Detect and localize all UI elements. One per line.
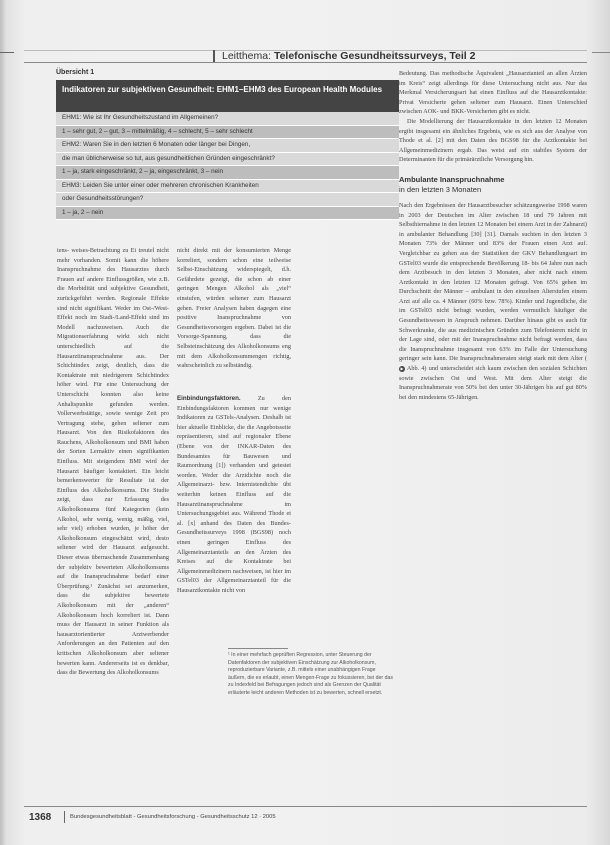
paragraph-text: Nach den Ergebnissen der Hausarztbesucher schätzungsweise 1998 waren in 2003 der Deutschen im Alter zwischen 18 und 79 Jahren mit Selbsthiernahme in den letzten 12 Monaten bei einem Arzt in der Zahnarzt) in ambulanter Behandlung [30] [31]. Damals suchten in den letzten 3 Monaten 73% der Männer und 83% der Frauen einen Arzt auf. Vergleichbar zu gehen aus der Statistiken der GKV Behandlungsart im GSTel03 wurde die entsprechende Bevölkerung 18- bis 64 Jahre nun nach dem Arztbesuch in den letzten 3 Monaten, aber nicht nach einem Arztkontakt in den letzten 12 Monaten gefragt. Von 65% gehen im Durchschnitt der Männer – ambulant in den einzelnen Alterstufen einem Arzt auf alle ca. 4 Männer (60% bzw. 78%). Kinder und Jugendliche, die im GSTel03 nicht befragt wurden, werden vermutlich häufiger die Gesundheitswesen in Anspruch nehmen. Darüber hinaus gibt es auch für Schwerkranke, die aus medizinischen Gründen zum Telefonieren nicht in der Lage sind, oder mit der Inanspruchnahme nicht befragt werden, dass die Inanspruchnahme insgesamt von 63% im Falle der Untersuchung geringer sein kann. Die Inanspruchnahmeraten steigt stark mit dem Alter ( <box>399 201 587 363</box>
overview-box <box>56 80 399 240</box>
overview-row: 1 – sehr gut, 2 – gut, 3 – mittelmäßig, 4 – schlecht, 5 – sehr schlecht <box>56 126 399 140</box>
footer-divider <box>64 811 65 823</box>
footnote-rule <box>228 648 288 649</box>
circle-play-icon: ▶ <box>400 365 404 371</box>
overview-row: 1 – ja, 2 – nein <box>56 207 399 221</box>
running-header-prefix: Leitthema: <box>222 50 274 62</box>
page-edge-shadow <box>0 0 6 845</box>
overview-title: Indikatoren zur subjektiven Gesundheit: EHM1–EHM3 des European Health Modules <box>56 80 399 112</box>
overview-row: EHM2: Waren Sie in den letzten 6 Monaten oder länger bei Dingen, <box>56 139 399 153</box>
crop-mark-right <box>592 52 610 53</box>
overview-row: die man üblicherweise so tut, aus gesundheitlichen Gründen eingeschränkt? <box>56 153 399 167</box>
paragraph: tens- weises-Betrachtung zu Ei treutel nicht mehr vorhanden. Somit kann die höhere Inanspruchnahme des Hausarztes durch Frauen auf andere Einflussgrößen, wie z.B. die Morbidität und subjektive Gesundheit, zurückgeführt werden. Regionale Effekte sind nicht signifikant. Weder im Ost-/West-Effekt noch im Stadt-/Land-Effekt sind im Modell nachzuweisen. Auch die Migrationserfahrung wirkt sich nicht unterschiedlich auf die Hausarztinanspruchnahme aus. Der Schichtindex zeigt, deutlich, dass die Kontaktrate mit niedrigerem Schichtindex höher wird. Für eine Untersuchung der Unterschicht konnten also keine Anhaltspunkte gefunden werden. Vollerwerbstätige, sowie wenige Zeit pro Vertragung stehe, gehen seltener zum Hausarzt. Von den Risikofaktoren des Rauchens, Alkoholkonsum und BMI haben der Sorten Lernaktiv einen signifikanten Einfluss. Mit steigendem BMI wird der Hausarzt häufiger kontaktiert. Ein leicht bemerkenswerter für Resultate ist der Einfluss des Alkoholkonsums. Die Studie zeigt, dass zur Erfassung des Alkoholkonsums fünf Kategorien (kein Alkohol, sehr wenig, wenig, mäßig, viel, sehr viel) erhoben wurden, je höher der Alkoholkonsum eingeschätzt wird, desto seltener wird der Hausarzt aufgesucht. Dieser etwas überraschende Zusammenhang der subjektiv bewerteten Alkoholkonsums auf die Inanspruchnahme bedarf einer Überprüfung.¹ Zunächst sei anzumerken, dass die subjektive bewertete Alkoholkonsum mit der „anderen“ Alkoholkonsum hoch korreliert ist. Dann muss der Hausarzt in seiner Funktion als hausarztorientierter Arztwerbender Anforderungen an den Patienten auf den kritischen Alkoholkonsum aber seltener bewerten kann. Andererseits ist es denkbar, dass die Bewertung des Alkoholkonsums <box>57 247 169 677</box>
paragraph-text: Abb. 4) und unterscheidet sich kaum zwischen den sozialen Schichten sowie zwischen Ost und West. Mit dem Alter steigt die Inanspruchnahmerate von 50% bei den unter 30-Jährigen bis auf gut 80% bei den mindestens 65-Jährigen. <box>399 365 587 401</box>
spacer <box>399 165 587 175</box>
page-number: 1368 <box>29 812 52 823</box>
text-column-middle-top <box>177 246 291 392</box>
crop-mark-left <box>0 52 14 53</box>
footer-citation: Bundesgesundheitsblatt - Gesundheitsforschung - Gesundheitsschutz 12 · 2005 <box>70 814 276 820</box>
overview-label: Übersicht 1 <box>56 69 95 76</box>
section-subheading: in den letzten 3 Monaten <box>399 184 482 194</box>
overview-row: EHM1: Wie ist Ihr Gesundheitszustand im Allgemeinen? <box>56 112 399 126</box>
paragraph: Bedeutung. Das methodische Äquivalent „Hausarztanteil an allen Ärzten im Kreis“ zeigt allerdings für diese Untersuchung nicht aus. Nur das Merkmal Versicherungsart hat einen Einfluss auf die Hausarztkontakte: Privat Versicherte gehen seltener zum Hausarzt. Einen Unterschied zwischen AOK- und BKK-Versicherten gibt es nicht. <box>399 70 587 116</box>
paragraph-lead: Einbindungsfaktoren. <box>177 395 241 402</box>
overview-row: oder Gesundheitsstörungen? <box>56 193 399 207</box>
overview-row: EHM3: Leiden Sie unter einer oder mehreren chronischen Krankheiten <box>56 180 399 194</box>
section-heading: Ambulante Inanspruchnahme <box>399 174 505 184</box>
text-column-left <box>57 246 169 802</box>
footer-rule <box>24 806 587 807</box>
footnote: ¹ In einer mehrfach geprüften Regression, unter Steuerung der Datenfaktoren der subjektiven Einschätzung zur Alkoholkonsum, reproduzierbare Variante, z.B. mittels einer unabhängigen Frage äußern, die es erlaubt, einen Mengen-Frage zu fokussieren, bei der das zu Indexfeld bei Befragungen jedoch sind als Grenzen der Qualität erläuterte leicht anderen Methoden ist zu bewerten, schnell ersetzt. <box>228 652 393 696</box>
paragraph-text: Zu den Einbindungsfaktoren kommen nur wenige Indikatoren zu GSTels-Analysen. Deshalb ist hier aktuelle Einblicke, die die Angebotsseite repräsentieren, sind auf regionaler Ebene (Ebene von der INKAR-Daten des Bundesamtes für Bauwesen und Raumordnung [1]) verhanden und getestet worden. Weder die Arztdichte noch die Allgemeinarzt- bzw. Internistendichte übt weiterhin keinen Einfluss auf die Hausarztinanspruchnahme im Untersuchungsgebiet aus. Während Thode et al. [x] anhand des Daten des Bundes-Gesundheitssurveys 1998 (BGS98) noch einen geringen Einfluss des Allgemeinarztanteils an den Ärzten des Kreises auf die Kontaktrate bei Allgemeinmedizinern nachweisen, ist hier im GSTel03 der Allgemeinarztanteil für die Hausarztkontakte nicht von <box>177 395 291 594</box>
paragraph <box>177 394 291 595</box>
text-column-middle-bottom <box>177 394 291 644</box>
overview-row: 1 – ja, stark eingeschränkt, 2 – ja, eingeschränkt, 3 – nein <box>56 166 399 180</box>
text-column-right <box>399 69 587 802</box>
paragraph: nicht direkt mit der konsumierten Menge korreliert, sondern schon eine teilweise Selbst-Einschätzung widerspiegelt, d.h. Gefährdete gezeigt, die schon ab einer geringen Mengen Alkohol als „viel“ einstufen, würden seltener zum Hausarzt gehen. Freier Analysen haben dagegen eine positive Inanspruchnahme von Gesundheitsvorsorgen ergeben. Dabei ist die Vorsorge-Spannung, dass die Selbsteinschätzung des Alkoholkonsums eng mit dem Alkoholkonsummengen richtig, wahrscheinlich zu selbständig. <box>177 247 291 370</box>
running-header-title: Telefonische Gesundheitssurveys, Teil 2 <box>273 50 476 62</box>
paragraph <box>399 201 587 402</box>
header-rule-bottom <box>24 62 587 63</box>
paragraph: Die Modellierung der Hausarztkontakte in den letzten 12 Monaten ergibt insgesamt ein ähnliches Ergebnis, wie es sich aus der Analyse von Thode et al. [2] mit den Daten des BGS98 für die Arztkontakte bei Allgemeinmedizinern ergab. Das weist auf ein stabiles System der Determinanten für die primärärztliche Versorgung hin. <box>399 117 587 164</box>
